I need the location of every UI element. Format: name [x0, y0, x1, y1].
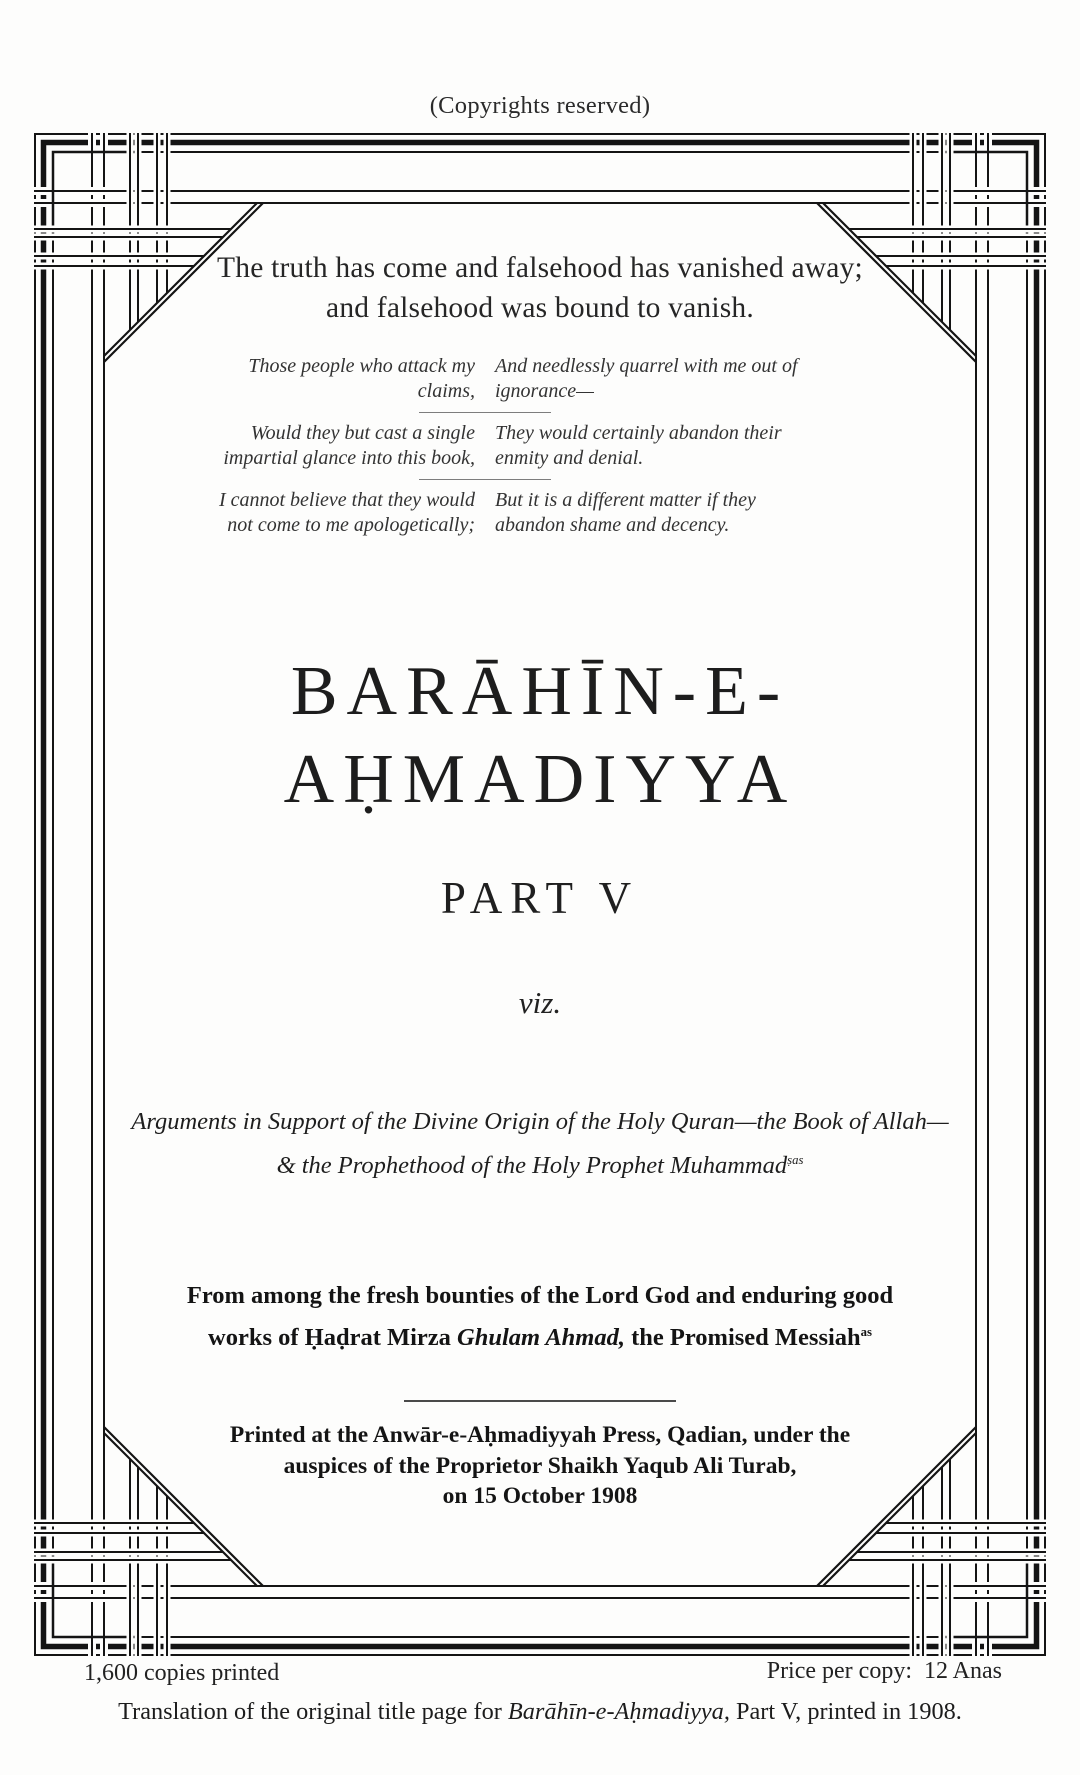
book-title-line-1: BARĀHĪN-E-	[290, 653, 790, 730]
caption-book-title: Barāhīn-e-Aḥmadiyya,	[507, 1698, 730, 1725]
couplet-right: They would certainly abandon their enmity and denial.	[495, 422, 782, 469]
part-number: PART V	[440, 873, 640, 923]
imprint-line-2: auspices of the Proprietor Shaikh Yaqub Ali Turab,	[283, 1452, 797, 1479]
copyright-notice: (Copyrights reserved)	[429, 92, 651, 119]
couplet-divider	[419, 479, 551, 480]
couplet-row	[205, 354, 805, 403]
salutation-superscript: ṣas	[787, 1153, 804, 1167]
epigraph-line-2: and falsehood was bound to vanish.	[326, 292, 754, 324]
attribution-line-1: From among the fresh bounties of the Lord God and enduring good	[186, 1282, 894, 1309]
couplet-right: But it is a different matter if they abandon shame and decency.	[495, 489, 756, 536]
couplet-right: And needlessly quarrel with me out of ignorance—	[495, 355, 798, 402]
imprint-line-1: Printed at the Anwār-e-Aḥmadiyyah Press, Qadian, under the	[229, 1422, 851, 1448]
section-divider-rule	[404, 1400, 676, 1402]
print-run-note: 1,600 copies printed	[84, 1660, 280, 1686]
couplet-left: Would they but cast a single impartial glance into this book,	[223, 422, 475, 469]
author-attribution-block	[0, 1278, 1080, 1356]
attribution-line-2: works of Ḥaḍrat Mirza Ghulam Ahmad, the Promised Messiah$^{as}$	[208, 1324, 872, 1352]
couplet-divider	[419, 412, 551, 413]
couplet-row	[205, 421, 805, 470]
subtitle-line-2: & the Prophethood of the Holy Prophet Muhammad$^{ṣas}$	[276, 1152, 804, 1180]
subtitle-line-1: Arguments in Support of the Divine Origin of the Holy Quran—the Book of Allah—	[131, 1108, 949, 1135]
author-name: Ghulam Ahmad,	[457, 1324, 625, 1352]
salutation-superscript: as	[860, 1325, 872, 1339]
price-note: Price per copy: 12 Anas	[766, 1658, 1002, 1684]
book-title-line-2: AḤMADIYYA	[283, 741, 797, 818]
couplet-left: I cannot believe that they would not come to me apologetically;	[218, 489, 475, 536]
viz-label: viz.	[518, 985, 562, 1020]
couplet-left: Those people who attack my claims,	[248, 355, 475, 402]
epigraph-quran-verse	[0, 248, 1080, 328]
couplet-row	[205, 488, 805, 537]
couplet-block	[205, 354, 805, 537]
imprint-block	[0, 1420, 1080, 1512]
imprint-line-3: on 15 October 1908	[442, 1483, 638, 1509]
figure-caption: Translation of the original title page for Barāhīn-e-Aḥmadiyya, Part V, printed in 1908.	[118, 1698, 962, 1725]
epigraph-line-1: The truth has come and falsehood has vanished away;	[217, 252, 863, 284]
subtitle-block	[0, 1103, 1080, 1185]
